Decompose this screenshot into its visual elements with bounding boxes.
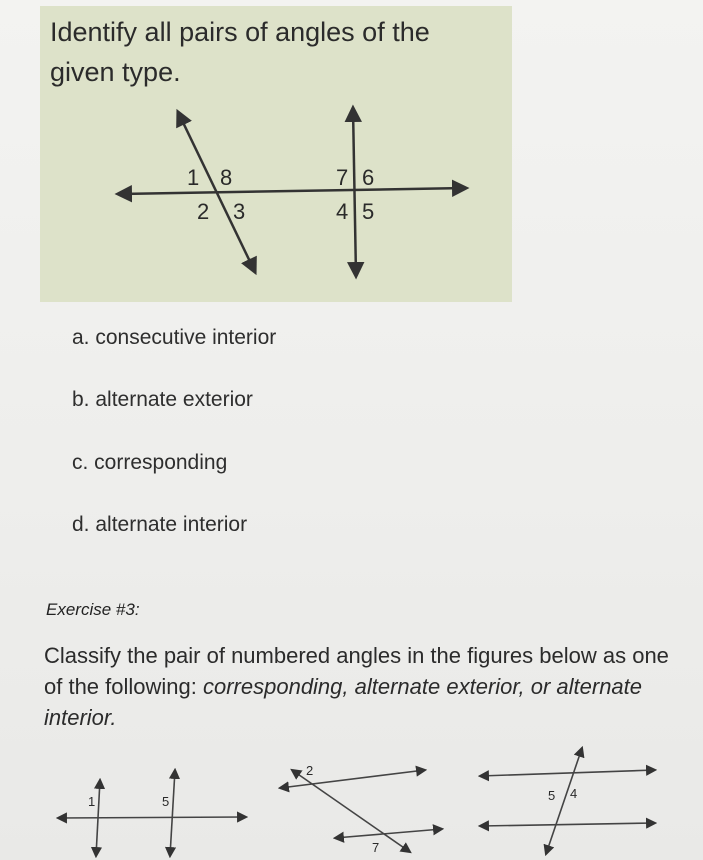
task-d-alternate-interior: d. alternate interior — [72, 513, 248, 536]
page-title: Identify all pairs of angles of the given type. — [50, 17, 430, 87]
task-c-corresponding: c. corresponding — [72, 451, 228, 474]
angle-6-label: 6 — [362, 165, 375, 190]
angle-7-label: 7 — [336, 165, 349, 190]
small-figure-1 — [58, 770, 246, 856]
small-fig3-angle-5-label: 5 — [548, 788, 556, 803]
angle-1-label: 1 — [187, 165, 200, 190]
classify-line-1: Classify the pair of numbered angles in the figures below as one — [44, 643, 669, 668]
exercise-label: Exercise #3: — [46, 600, 140, 619]
vertical-transversal — [353, 108, 356, 276]
task-a-consecutive-interior: a. consecutive interior — [72, 326, 277, 349]
angle-4-label: 4 — [336, 199, 349, 224]
classify-line-2-options: corresponding, alternate exterior, or alternate — [202, 674, 643, 699]
classify-line-2-prefix: of the following: — [44, 674, 203, 699]
angle-2-label: 2 — [197, 199, 210, 224]
small-fig2-angle-2-label: 2 — [306, 763, 314, 778]
small-fig2-angle-7-label: 7 — [372, 840, 380, 855]
angle-5-label: 5 — [362, 199, 375, 224]
small-fig3-angle-4-label: 4 — [570, 786, 578, 801]
classify-line-3: interior. — [44, 705, 117, 730]
horizontal-line — [118, 188, 466, 194]
small-figure-2 — [280, 770, 442, 852]
classify-instructions — [44, 640, 703, 733]
small-fig1-angle-1-label: 1 — [88, 794, 96, 809]
angle-3-label: 3 — [233, 199, 246, 224]
small-fig1-angle-5-label: 5 — [162, 794, 170, 809]
main-angle-figure — [118, 108, 466, 276]
task-b-alternate-exterior: b. alternate exterior — [72, 388, 253, 411]
small-figure-3 — [480, 748, 655, 854]
angle-8-label: 8 — [220, 165, 233, 190]
